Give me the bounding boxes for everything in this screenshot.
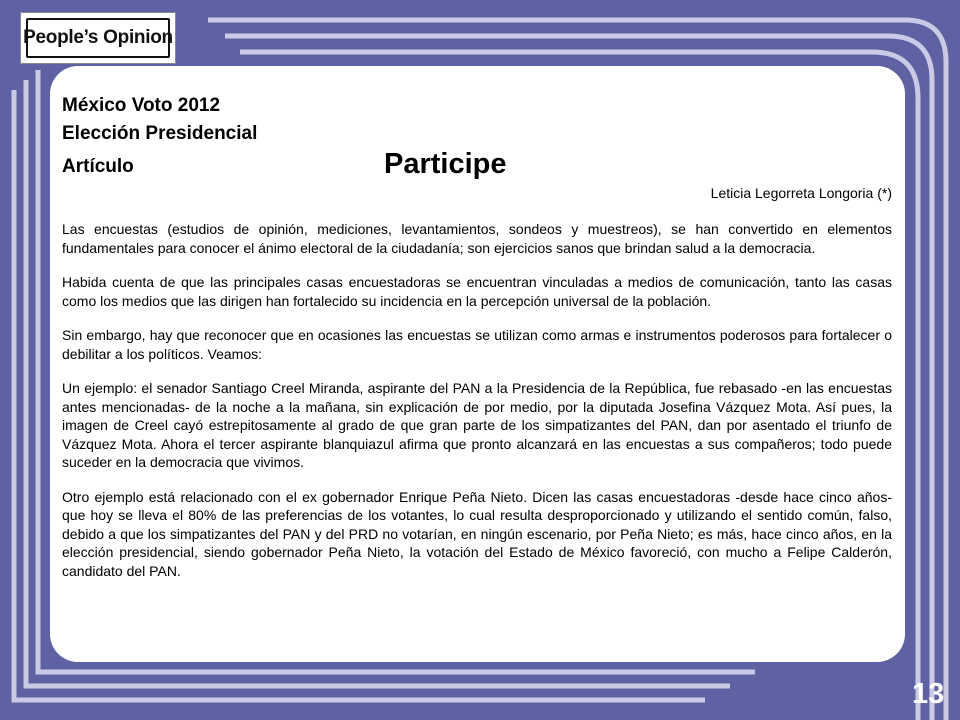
headline-row [62, 148, 892, 182]
article [62, 92, 892, 580]
article-category: Artículo [62, 156, 134, 177]
paragraph-3: Sin embargo, hay que reconocer que en ocasiones las encuestas se utilizan como armas e instrumentos poderosos para fortalecer o debilitar a los políticos. Veamos: [62, 327, 892, 362]
paragraph-4: Un ejemplo: el senador Santiago Creel Miranda, aspirante del PAN a la Presidencia de la República, fue rebasado -en las encuestas antes mencionadas- de la noche a la mañana, sin explicación de por medio, por la diputada Josefina Vázquez Mota. Así pues, la imagen de Creel cayó estrepitosamente al grado de que gran parte de los simpatizantes del PAN, dan por asentado el triunfo de Vázquez Mota. Ahora el tercer aspirante blanquiazul afirma que pronto alcanzará en las encuestas a sus compañeros; todo puede suceder en la democracia que vivimos. [62, 380, 892, 470]
heading-event: México Voto 2012 [62, 95, 221, 116]
logo-text: People’s Opinion [26, 18, 170, 58]
article-author: Leticia Legorreta Longoria (*) [710, 185, 892, 201]
logo [20, 12, 176, 64]
heading-election: Elección Presidencial [62, 123, 258, 144]
article-title: Participe [384, 148, 507, 180]
paragraph-2: Habida cuenta de que las principales casas encuestadoras se encuentran vinculadas a medios de comunicación, tanto las casas como los medios que las dirigen han fortalecido su incidencia en la percepción universal de la población. [62, 274, 892, 309]
paragraph-5: Otro ejemplo está relacionado con el ex gobernador Enrique Peña Nieto. Dicen las casas encuestadoras -desde hace cinco años- que hoy se lleva el 80% de las preferencias de los votantes, lo cual resulta desproporcionado y utilizando el sentido común, falso, debido a que los simpatizantes del PAN y del PRD no votarían, en ningún escenario, por Peña Nieto; es más, hace cinco años, en la elección presidencial, siendo gobernador Peña Nieto, la votación del Estado de México favoreció, con mucho a Felipe Calderón, candidato del PAN. [62, 488, 892, 579]
page-number: 13 [912, 678, 945, 710]
paragraph-1: Las encuestas (estudios de opinión, mediciones, levantamientos, sondeos y muestreos), se han convertido en elementos fundamentales para conocer el ánimo electoral de la ciudadanía; son ejercicios sanos que brindan salud a la democracia. [62, 221, 892, 256]
